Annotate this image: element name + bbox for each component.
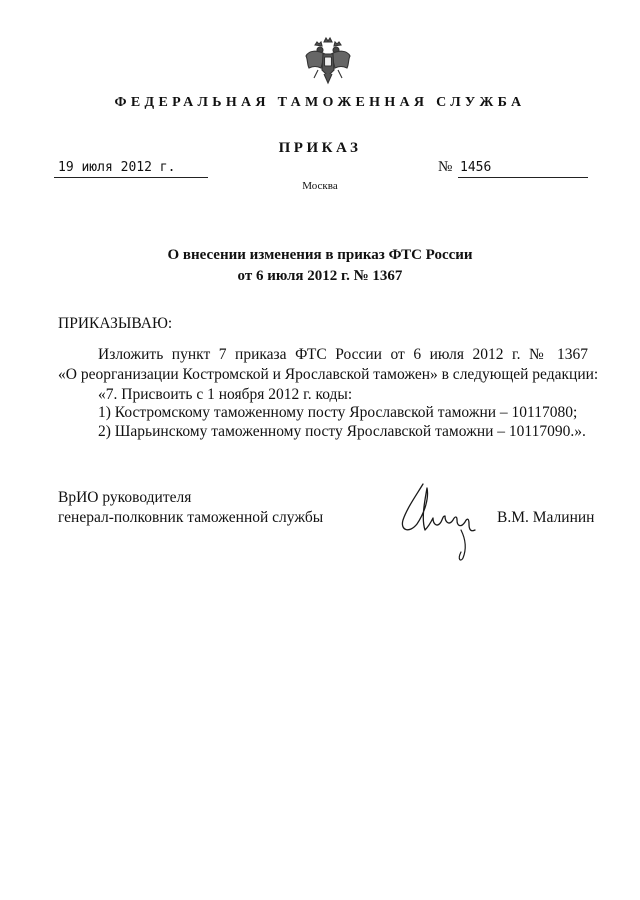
handwritten-signature-icon: [395, 478, 495, 568]
title-line-2: от 6 июля 2012 г. № 1367: [237, 268, 403, 284]
title-line-1: О внесении изменения в приказ ФТС России: [167, 247, 473, 263]
body-line: «О реорганизации Костромской и Ярославской таможен» в следующей редакции:: [58, 366, 599, 383]
signer-position-line-1: ВрИО руководителя: [58, 489, 192, 506]
signer-name: В.М. Малинин: [497, 509, 595, 526]
body-line: 1) Костромскому таможенному посту Ярославской таможни – 10117080;: [98, 404, 578, 421]
order-title: [0, 245, 640, 287]
number-underline: [458, 177, 588, 178]
body-line: 2) Шарьинскому таможенному посту Ярославской таможни – 10117090.».: [98, 423, 586, 440]
order-word: ПРИКАЗЫВАЮ:: [58, 315, 173, 332]
agency-name: ФЕДЕРАЛЬНАЯ ТАМОЖЕННАЯ СЛУЖБА: [114, 95, 526, 110]
number-sign: №: [438, 159, 453, 175]
body-line: «7. Присвоить с 1 ноября 2012 г. коды:: [98, 386, 353, 403]
order-number: 1456: [460, 160, 492, 175]
city: Москва: [302, 180, 338, 192]
body-line: Изложить пункт 7 приказа ФТС России от 6 июля 2012 г. № 1367: [98, 346, 588, 363]
signer-position-line-2: генерал-полковник таможенной службы: [58, 509, 324, 526]
order-date: 19 июля 2012 г.: [58, 160, 176, 175]
signer-position: [58, 488, 323, 528]
date-underline: [54, 177, 208, 178]
document-type: ПРИКАЗ: [278, 140, 362, 156]
coat-of-arms-icon: [303, 36, 353, 88]
